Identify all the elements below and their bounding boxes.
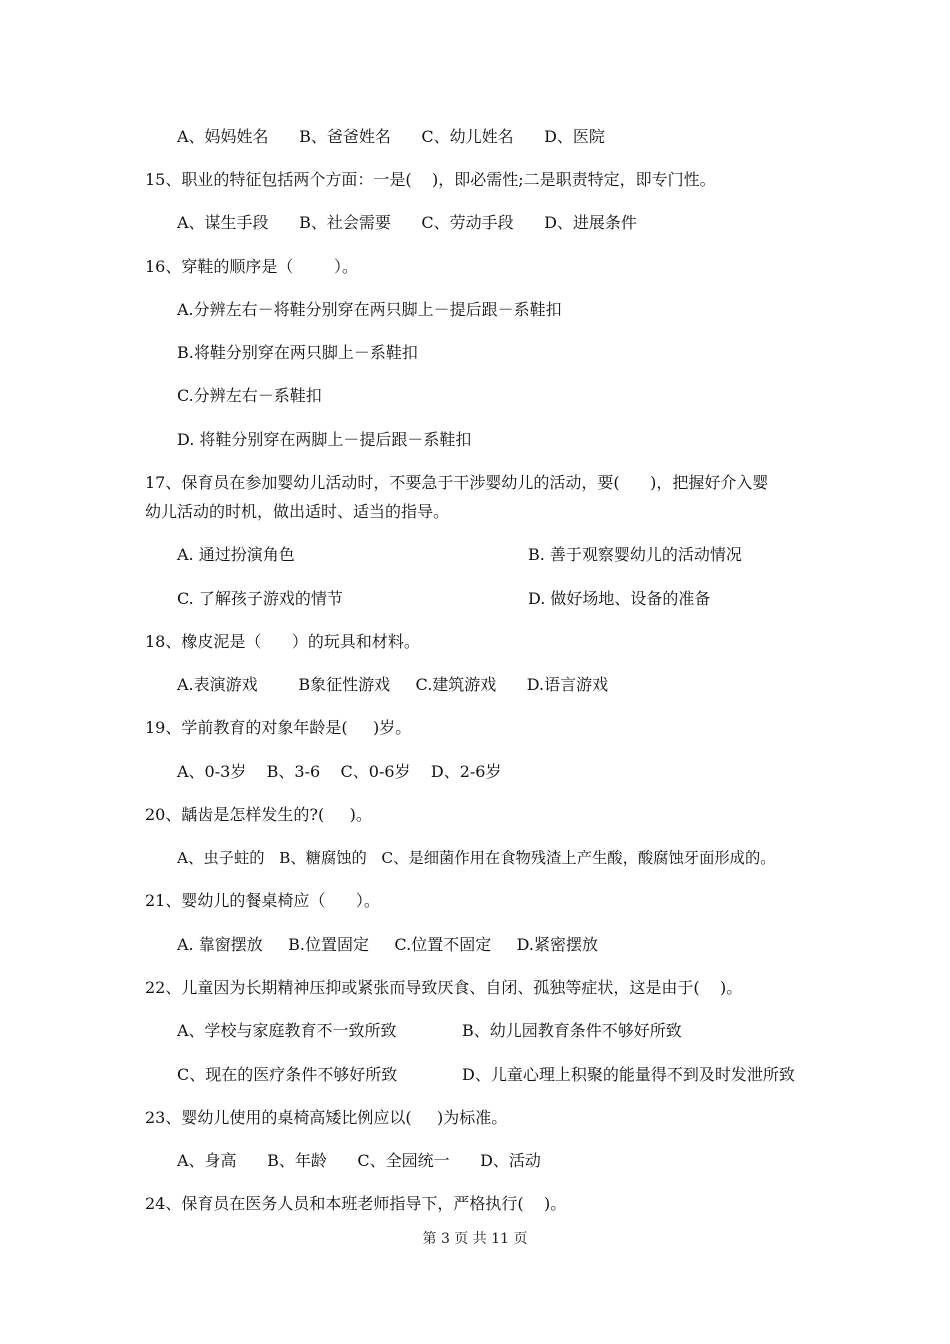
q22-option-a: A、学校与家庭教育不一致所致 bbox=[177, 1021, 397, 1040]
q22-option-c: C、现在的医疗条件不够好所致 bbox=[177, 1065, 398, 1084]
q16-question: 16、穿鞋的顺序是（ ）。 bbox=[145, 257, 359, 276]
q18-options: A.表演游戏 B象征性游戏 C.建筑游戏 D.语言游戏 bbox=[177, 675, 609, 694]
q16-option-c: C.分辨左右－系鞋扣 bbox=[177, 386, 322, 405]
q22-question: 22、儿童因为长期精神压抑或紧张而导致厌食、自闭、孤独等症状，这是由于( )。 bbox=[145, 978, 743, 997]
q23-question: 23、婴幼儿使用的桌椅高矮比例应以( )为标准。 bbox=[145, 1108, 508, 1127]
q22-option-b: B、幼儿园教育条件不够好所致 bbox=[462, 1021, 682, 1040]
q14-options: A、妈妈姓名 B、爸爸姓名 C、幼儿姓名 D、医院 bbox=[177, 127, 605, 146]
q17-option-b: B. 善于观察婴幼儿的活动情况 bbox=[528, 545, 742, 564]
q15-options: A、谋生手段 B、社会需要 C、劳动手段 D、进展条件 bbox=[177, 213, 637, 232]
page-number-footer: 第 3 页 共 11 页 bbox=[422, 1231, 528, 1247]
q23-options: A、身高 B、年龄 C、全园统一 D、活动 bbox=[177, 1151, 541, 1170]
q17-question-line1: 17、保育员在参加婴幼儿活动时，不要急于干涉婴幼儿的活动，要( )，把握好介入婴 bbox=[145, 473, 769, 492]
q17-option-d: D. 做好场地、设备的准备 bbox=[528, 589, 711, 608]
q21-options: A. 靠窗摆放 B.位置固定 C.位置不固定 D.紧密摆放 bbox=[177, 935, 598, 954]
q24-question: 24、保育员在医务人员和本班老师指导下，严格执行( )。 bbox=[145, 1194, 567, 1213]
q22-option-d: D、儿童心理上积聚的能量得不到及时发泄所致 bbox=[462, 1065, 795, 1084]
q17-question-line2: 幼儿活动的时机，做出适时、适当的指导。 bbox=[145, 502, 450, 521]
q15-question: 15、职业的特征包括两个方面：一是( )，即必需性;二是职责特定，即专门性。 bbox=[145, 170, 716, 189]
q21-question: 21、婴幼儿的餐桌椅应（ ）。 bbox=[145, 891, 380, 910]
q20-options: A、虫子蛀的 B、糖腐蚀的 C、是细菌作用在食物残渣上产生酸，酸腐蚀牙面形成的。 bbox=[177, 849, 776, 867]
q19-question: 19、学前教育的对象年龄是( )岁。 bbox=[145, 718, 412, 737]
q16-option-a: A.分辨左右－将鞋分别穿在两只脚上－提后跟－系鞋扣 bbox=[177, 300, 562, 319]
q17-option-a: A. 通过扮演角色 bbox=[177, 545, 295, 564]
q16-option-b: B.将鞋分别穿在两只脚上－系鞋扣 bbox=[177, 343, 418, 362]
q17-option-c: C. 了解孩子游戏的情节 bbox=[177, 589, 343, 608]
q18-question: 18、橡皮泥是（ ）的玩具和材料。 bbox=[145, 632, 420, 651]
q16-option-d: D. 将鞋分别穿在两脚上－提后跟－系鞋扣 bbox=[177, 430, 472, 449]
q20-question: 20、龋齿是怎样发生的?( )。 bbox=[145, 805, 372, 824]
q19-options: A、0-3岁 B、3-6 C、0-6岁 D、2-6岁 bbox=[177, 762, 502, 781]
